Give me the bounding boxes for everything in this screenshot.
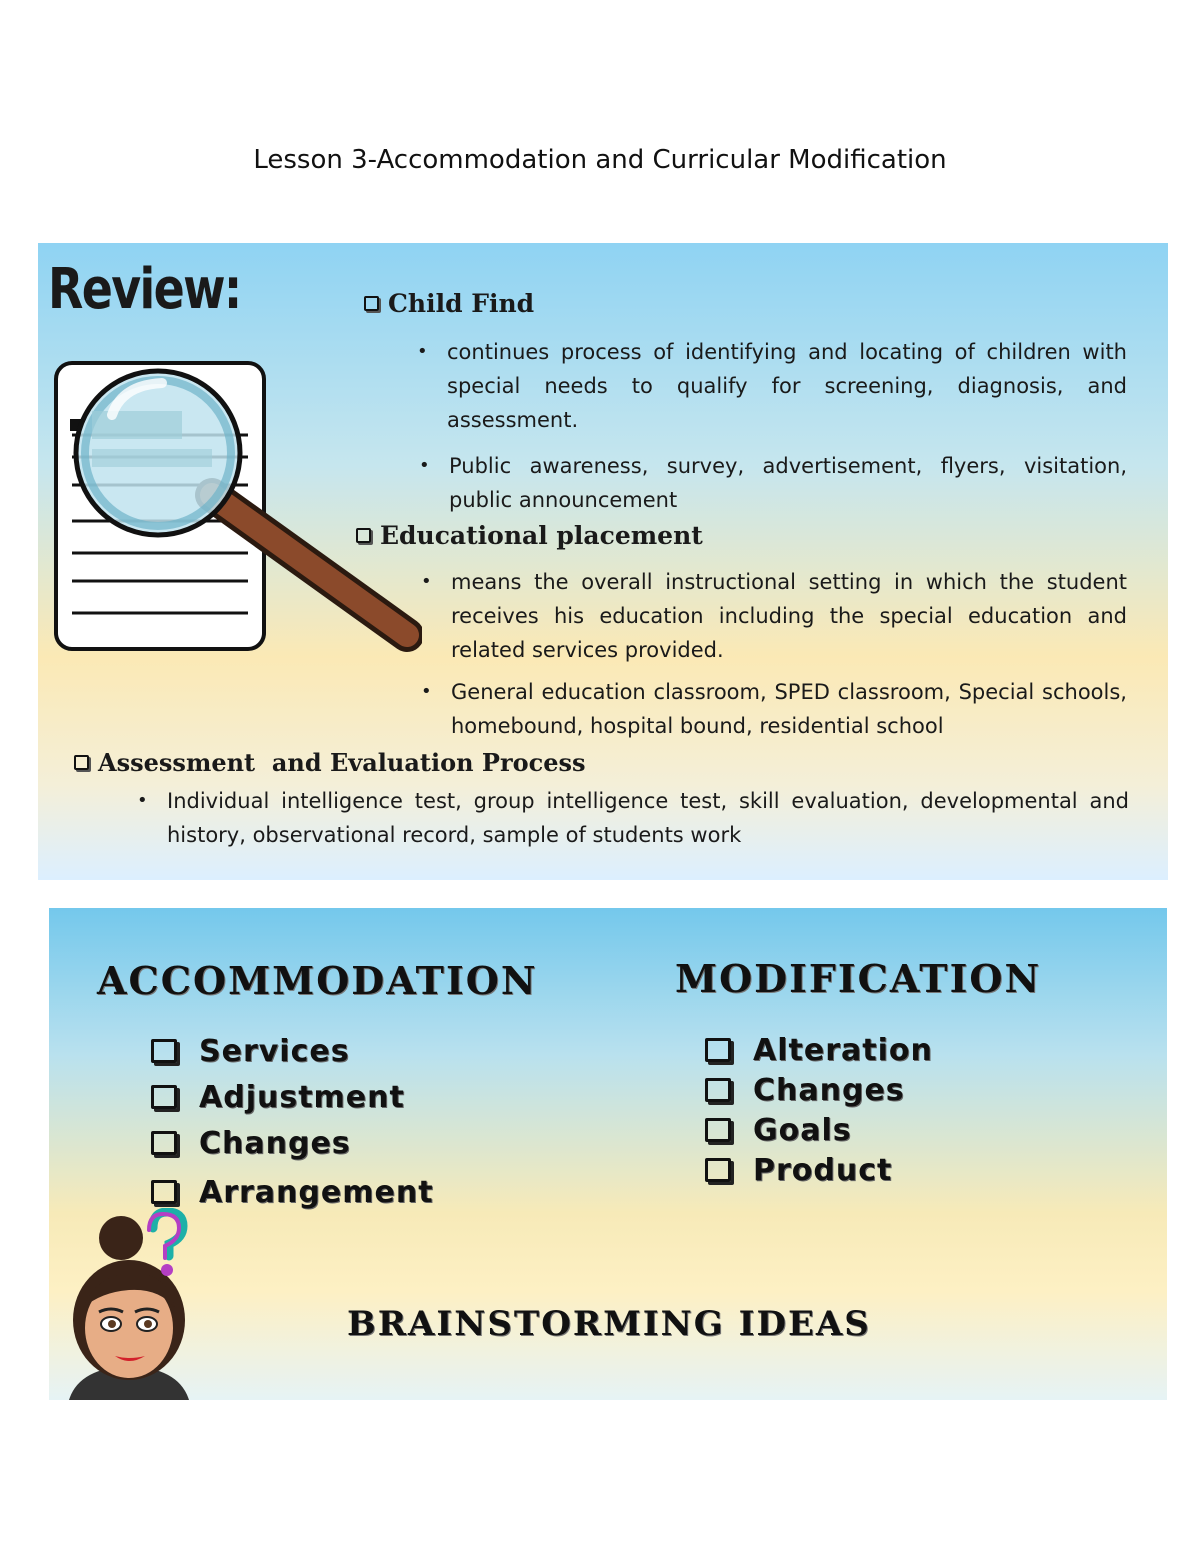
checkbox-icon: [705, 1118, 731, 1142]
checkbox-icon: [151, 1131, 177, 1155]
bullet-text: General education classroom, SPED classroom, Special schools, homebound, hospital bound, residential school: [451, 680, 1127, 738]
list-item-label: Alteration: [753, 1032, 933, 1068]
brainstorming-ideas-heading: BRAINSTORMING IDEAS: [347, 1304, 871, 1344]
list-item: [705, 1030, 933, 1070]
review-slide: [38, 243, 1168, 880]
bullet-text: means the overall instructional setting in which the student receives his education including the special education and related services provided.: [451, 570, 1127, 662]
checkbox-icon: [364, 296, 379, 311]
list-item: [151, 1028, 434, 1074]
page-title: Lesson 3-Accommodation and Curricular Modification: [253, 145, 947, 175]
bullet-text: Public awareness, survey, advertisement, flyers, visitation, public announcement: [449, 454, 1127, 512]
list-item-label: Goals: [753, 1112, 852, 1148]
bullet-dot-icon: •: [137, 790, 148, 811]
accommodation-heading: ACCOMMODATION: [97, 958, 538, 1003]
list-item-label: Changes: [753, 1072, 905, 1108]
bullet-dot-icon: •: [421, 571, 432, 592]
list-item-label: Changes: [199, 1125, 351, 1161]
section-heading-label: Child Find: [388, 289, 535, 318]
bullet-text: Individual intelligence test, group intelligence test, skill evaluation, developmental and history, observational record, sample of students work: [167, 789, 1129, 847]
checkbox-icon: [151, 1180, 177, 1204]
section-heading-assessment: [74, 748, 586, 777]
checkbox-icon: [705, 1158, 731, 1182]
section-heading-educational-placement: [356, 521, 703, 550]
bullet-item: [417, 335, 1127, 437]
bullet-dot-icon: •: [417, 341, 428, 362]
magnifying-glass-document-icon: [52, 355, 422, 665]
list-item-label: Arrangement: [199, 1174, 434, 1210]
checkbox-icon: [151, 1085, 177, 1109]
thinking-woman-avatar-icon: [49, 1208, 209, 1400]
modification-heading: MODIFICATION: [675, 956, 1042, 1001]
bullet-item: [421, 675, 1127, 743]
list-item: [705, 1150, 933, 1190]
review-title: Review:: [48, 257, 241, 322]
list-item: [705, 1110, 933, 1150]
bullet-item: [421, 565, 1127, 667]
bullet-dot-icon: •: [419, 455, 430, 476]
section-heading-child-find: [364, 289, 534, 318]
bullet-item: [137, 784, 1129, 852]
section-heading-label: Assessment and Evaluation Process: [98, 748, 586, 777]
accommodation-list: [151, 1028, 434, 1218]
list-item: [151, 1074, 434, 1120]
bullet-dot-icon: •: [421, 681, 432, 702]
list-item: [705, 1070, 933, 1110]
list-item-label: Product: [753, 1152, 893, 1188]
section-heading-label: Educational placement: [380, 521, 703, 550]
bullet-text: continues process of identifying and locating of children with special needs to qualify for screening, diagnosis, and assessment.: [447, 340, 1127, 432]
bullet-item: [419, 449, 1127, 517]
checkbox-icon: [151, 1039, 177, 1063]
checkbox-icon: [74, 755, 89, 770]
accommodation-modification-slide: [49, 908, 1167, 1400]
checkbox-icon: [356, 528, 371, 543]
list-item-label: Services: [199, 1033, 350, 1069]
checkbox-icon: [705, 1078, 731, 1102]
list-item-label: Adjustment: [199, 1079, 405, 1115]
modification-list: [705, 1030, 933, 1190]
list-item: [151, 1120, 434, 1166]
checkbox-icon: [705, 1038, 731, 1062]
